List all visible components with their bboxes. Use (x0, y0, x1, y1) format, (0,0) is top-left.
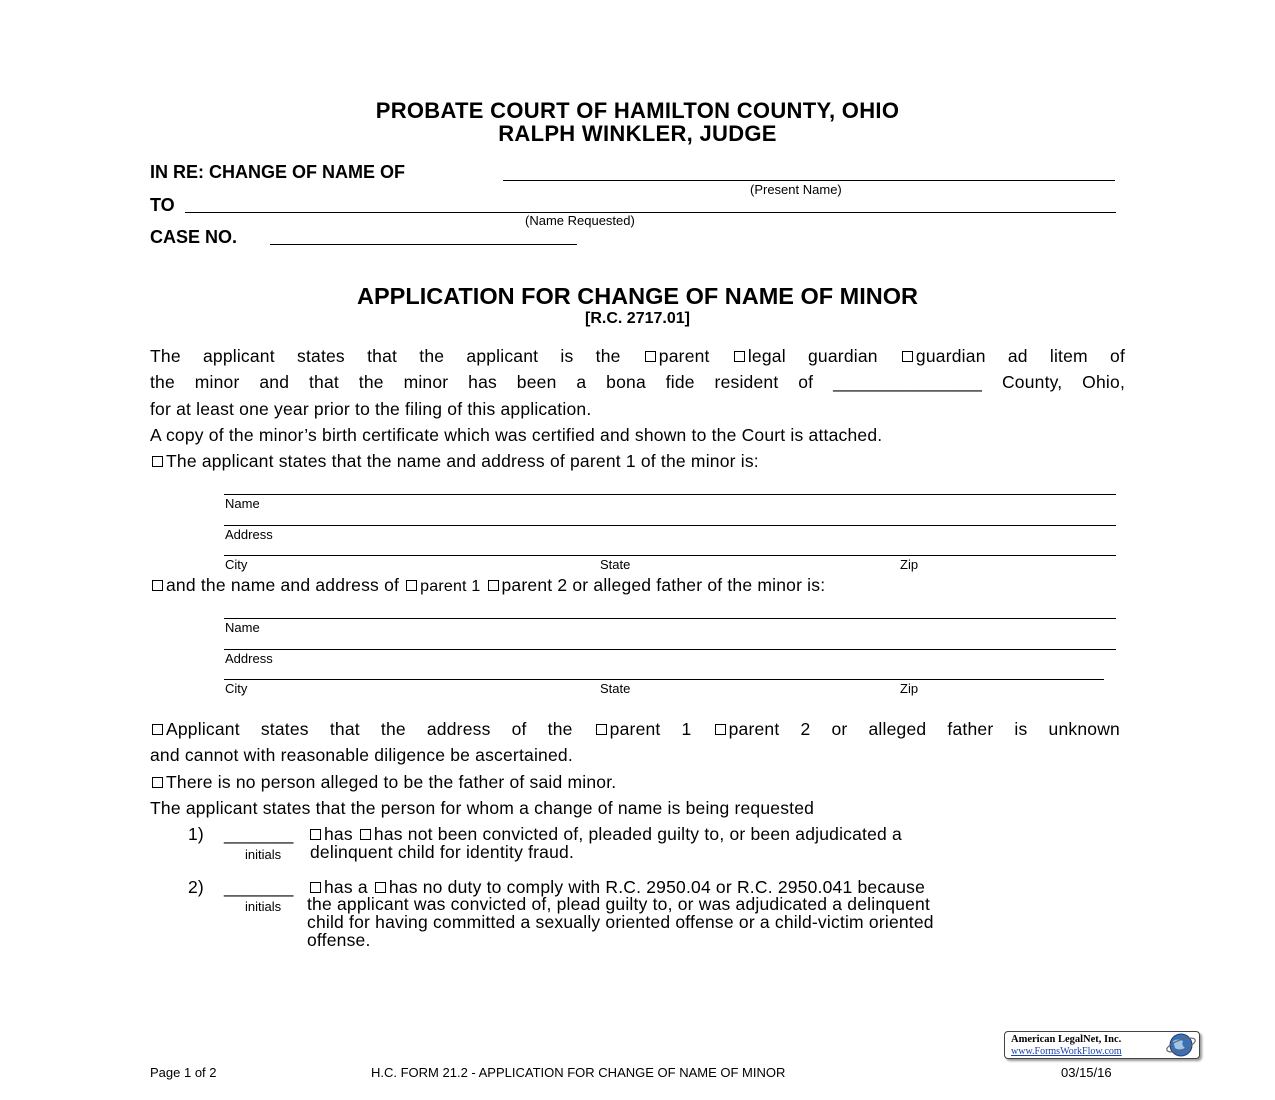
revision-date: 03/15/16 (1061, 1065, 1112, 1080)
residency-duration-text: for at least one year prior to the filing of this application. (150, 399, 592, 419)
county-field[interactable]: _______________ (833, 372, 983, 392)
residency-lead-text: the minor and that the minor has been a bona fide resident of (150, 372, 814, 392)
present-name-field[interactable] (503, 180, 1115, 181)
diligence-text: and cannot with reasonable diligence be ascertained. (150, 745, 573, 765)
item1-has-checkbox[interactable] (310, 829, 321, 840)
globe-icon (1165, 1031, 1197, 1059)
unknown-address-checkbox[interactable] (152, 724, 163, 735)
parent2-statement-checkbox[interactable] (152, 580, 163, 591)
logo-website: www.FormsWorkFlow.com (1011, 1046, 1122, 1057)
item2-number: 2) (188, 877, 204, 897)
residency-line (150, 372, 1125, 393)
parent1-statement (150, 451, 759, 472)
name-requested-caption: (Name Requested) (525, 213, 635, 228)
item1-has-not-label: has not been convicted of, pleaded guilty to, or been adjudicated a (373, 824, 902, 844)
unknown-parent1-checkbox[interactable] (596, 724, 607, 735)
person-statement: The applicant states that the person for whom a change of name is being requested (150, 798, 815, 818)
unknown-parent1-label: parent 1 (609, 719, 692, 739)
parent1-city-label: City (225, 557, 248, 572)
parent2-city-state-zip-field[interactable] (224, 679, 1104, 680)
court-name: PROBATE COURT OF HAMILTON COUNTY, OHIO (375, 98, 900, 123)
parent2-state-label: State (600, 681, 631, 696)
parent1-address-field[interactable] (224, 525, 1116, 526)
parent1-name-label: Name (225, 496, 260, 511)
parent2-parent2-checkbox[interactable] (488, 580, 499, 591)
form-identifier: H.C. FORM 21.2 - APPLICATION FOR CHANGE OF NAME OF MINOR (371, 1065, 786, 1080)
parent1-name-field[interactable] (224, 494, 1116, 495)
case-no-field[interactable] (270, 244, 577, 245)
item2-initials-label: initials (245, 899, 282, 914)
unknown-address-line (150, 719, 1120, 740)
form-title: APPLICATION FOR CHANGE OF NAME OF MINOR (357, 283, 918, 309)
parent1-address-label: Address (225, 527, 273, 542)
role-lead-text: The applicant states that the applicant is the (150, 346, 621, 366)
parent2-address-field[interactable] (224, 649, 1116, 650)
guardian-ad-litem-option-label: guardian ad litem of (915, 346, 1126, 366)
item2-line2: the applicant was convicted of, plead guilty to, or was adjudicated a delinquent (307, 894, 931, 914)
item1-initials-field[interactable]: _______ (224, 824, 294, 844)
item1-line2: delinquent child for identity fraud. (310, 842, 575, 862)
parent2-parent1-label: parent 1 (420, 578, 481, 595)
item2-line4: offense. (307, 930, 371, 950)
parent2-zip-label: Zip (900, 681, 919, 696)
parent2-name-label: Name (225, 620, 260, 635)
to-label: TO (150, 195, 175, 215)
applicant-role-line (150, 346, 1125, 367)
page-number: Page 1 of 2 (150, 1065, 217, 1080)
parent2-lead-text: and the name and address of (166, 575, 400, 595)
parent1-city-state-zip-field[interactable] (224, 555, 1116, 556)
parent1-statement-text: The applicant states that the name and address of parent 1 of the minor is: (166, 451, 759, 471)
judge-name: RALPH WINKLER, JUDGE (498, 121, 777, 146)
unknown-parent2-label: parent 2 or alleged father is unknown (728, 719, 1120, 739)
item1-has-not-checkbox[interactable] (360, 829, 371, 840)
case-no-label: CASE NO. (150, 227, 238, 247)
name-requested-field[interactable] (185, 212, 1116, 213)
statute-reference: [R.C. 2717.01] (585, 310, 690, 327)
county-ohio-text: County, Ohio, (1001, 372, 1126, 392)
no-father-statement (150, 772, 616, 793)
item1-initials-label: initials (245, 847, 282, 862)
no-father-text: There is no person alleged to be the father of said minor. (166, 772, 617, 792)
legal-guardian-option-label: legal guardian (747, 346, 878, 366)
unknown-parent2-checkbox[interactable] (715, 724, 726, 735)
parent-checkbox[interactable] (645, 351, 656, 362)
parent2-name-field[interactable] (224, 618, 1116, 619)
parent2-address-label: Address (225, 651, 273, 666)
present-name-caption: (Present Name) (750, 182, 842, 197)
parent1-zip-label: Zip (900, 557, 919, 572)
parent-option-label: parent (658, 346, 710, 366)
item2-has-a-checkbox[interactable] (310, 882, 321, 893)
item1-number: 1) (188, 824, 204, 844)
item2-has-no-label: has no duty to comply with R.C. 2950.04 or R.C. 2950.041 because (388, 877, 926, 897)
item2-has-a-label: has a (324, 877, 368, 897)
item1-has-label: has (324, 824, 353, 844)
item2-initials-field[interactable]: _______ (224, 877, 294, 897)
parent1-state-label: State (600, 557, 631, 572)
american-legalnet-logo[interactable] (1004, 1031, 1200, 1059)
legal-guardian-checkbox[interactable] (734, 351, 745, 362)
in-re-label: IN RE: CHANGE OF NAME OF (150, 162, 405, 182)
no-father-checkbox[interactable] (152, 777, 163, 788)
logo-company-name: American LegalNet, Inc. (1011, 1034, 1122, 1045)
parent2-parent2-label: parent 2 or alleged father of the minor is: (501, 575, 826, 595)
unknown-address-lead-text: Applicant states that the address of the (166, 719, 573, 739)
item2-has-no-checkbox[interactable] (375, 882, 386, 893)
item2-line3: child for having committed a sexually oriented offense or a child-victim oriented (307, 912, 934, 932)
parent1-statement-checkbox[interactable] (152, 456, 163, 467)
parent2-city-label: City (225, 681, 248, 696)
guardian-ad-litem-checkbox[interactable] (902, 351, 913, 362)
parent2-statement (150, 575, 825, 596)
birth-certificate-text: A copy of the minor’s birth certificate which was certified and shown to the Court is attached. (150, 425, 883, 445)
parent2-parent1-checkbox[interactable] (406, 580, 417, 591)
